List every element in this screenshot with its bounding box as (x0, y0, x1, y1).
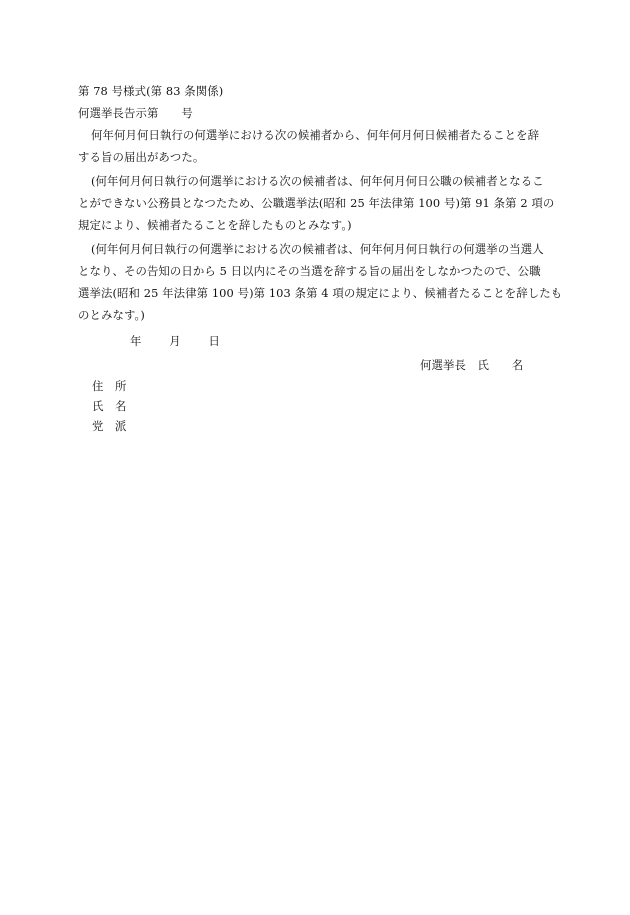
para3-line3: 選挙法(昭和 25 年法律第 100 号)第 103 条第 4 項の規定により、候補者たることを辞したも (78, 286, 563, 300)
signature: 何選挙長 氏 名 (420, 358, 524, 372)
notice-header: 何選挙長告示第 号 (78, 106, 193, 120)
para2-line2: とができない公務員となつたため、公職選挙法(昭和 25 年法律第 100 号)第 91 条第 2 項の (78, 196, 555, 210)
form-title: 第 78 号様式(第 83 条関係) (78, 84, 224, 98)
para2-line3: 規定により、候補者たることを辞したものとみなす。) (78, 218, 352, 232)
para1-line1: 何年何月何日執行の何選挙における次の候補者から、何年何月何日候補者たることを辞 (91, 128, 540, 142)
para3-line2: となり、その告知の日から 5 日以内にその当選を辞する旨の届出をしなかつたので、公職 (78, 264, 541, 278)
date-line (130, 332, 220, 350)
para2-line1: (何年何月何日執行の何選挙における次の候補者は、何年何月何日公職の候補者となるこ (91, 174, 544, 188)
field-address: 住 所 (92, 379, 127, 393)
field-name: 氏 名 (92, 399, 127, 413)
para3-line1: (何年何月何日執行の何選挙における次の候補者は、何年何月何日執行の何選挙の当選人 (91, 242, 544, 256)
para1-line2: する旨の届出があつた。 (78, 150, 205, 164)
para3-line4: のとみなす。) (78, 308, 145, 322)
field-party: 党 派 (92, 419, 127, 433)
date-year: 年 (130, 334, 142, 348)
date-day: 日 (208, 334, 220, 348)
date-month: 月 (169, 334, 181, 348)
